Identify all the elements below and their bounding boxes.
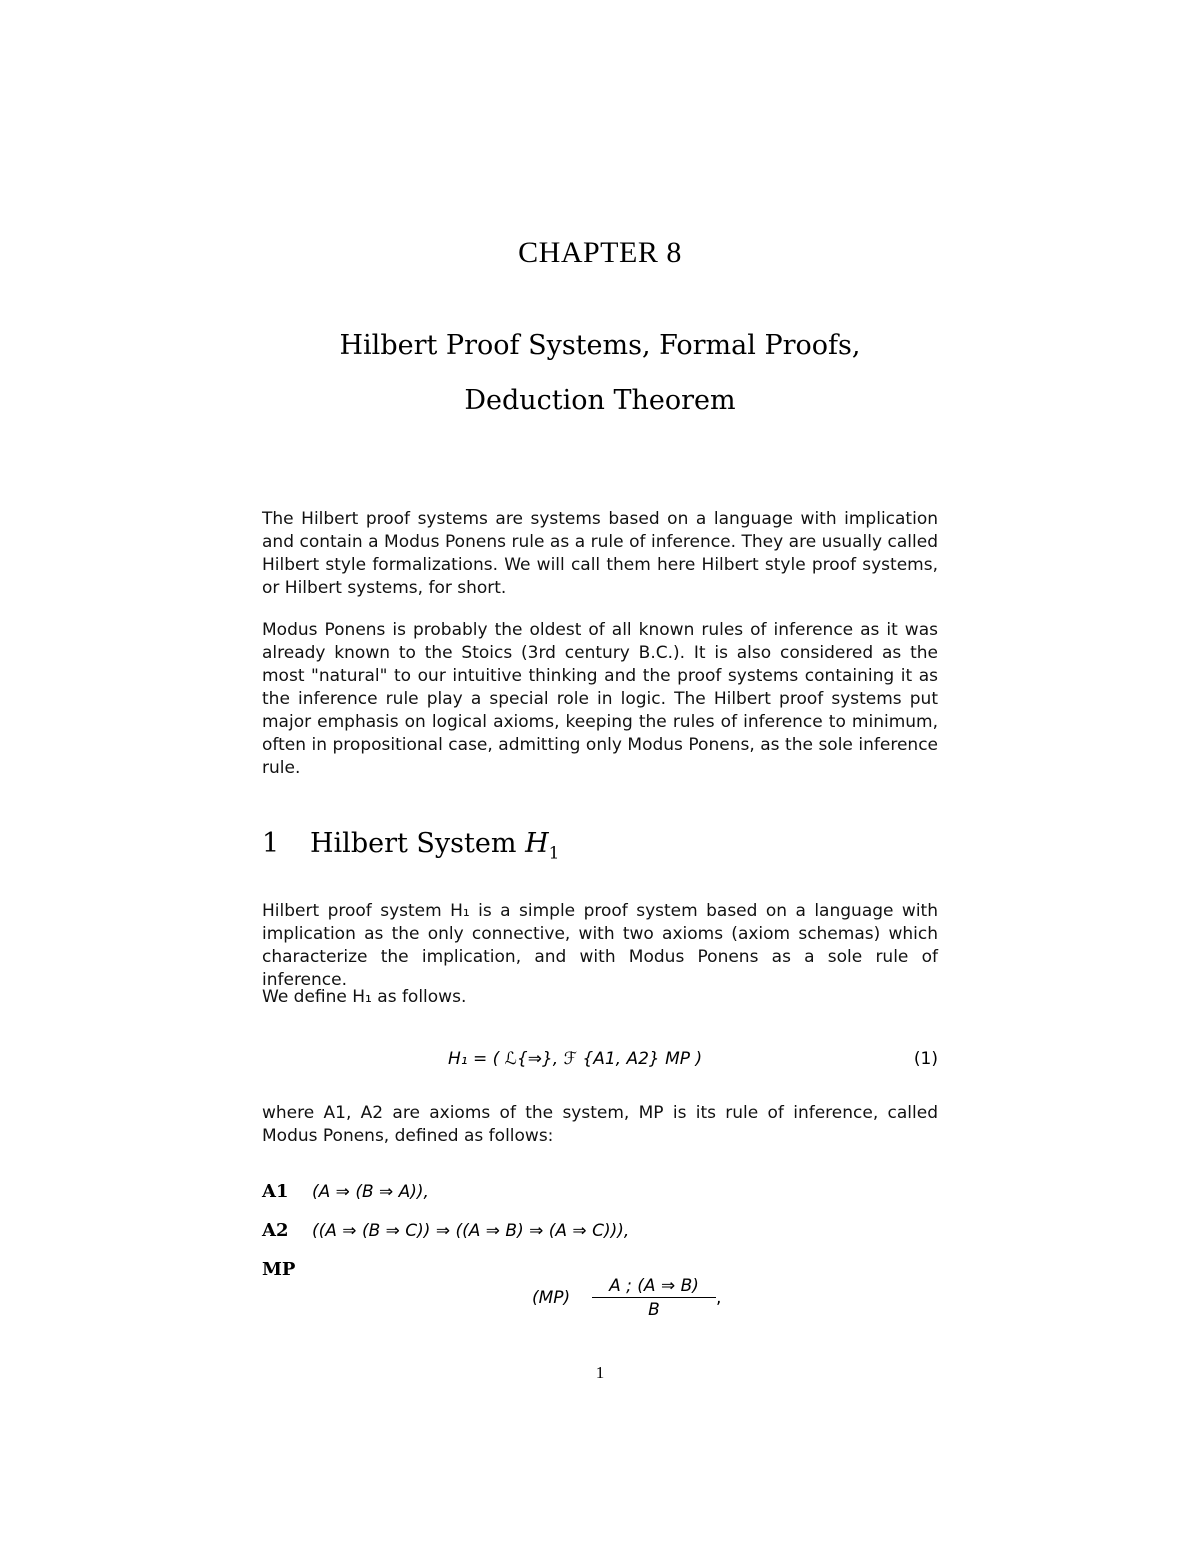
section-number: 1 [262, 828, 280, 859]
section-heading [262, 828, 559, 863]
rule-premises: A ; (A ⇒ B) [592, 1276, 716, 1298]
equation-1 [262, 1049, 938, 1077]
rule-trailing-comma: , [716, 1288, 722, 1308]
axiom-formula: ((A ⇒ (B ⇒ C)) ⇒ ((A ⇒ B) ⇒ (A ⇒ C))), [312, 1221, 630, 1241]
section-paragraph-1: Hilbert proof system H₁ is a simple proof system based on a language with implication as the only connective, with two axioms (axiom schemas) which characterize the implication, and with Modus Ponens as a sole rule of inference. [262, 901, 938, 990]
intro-paragraph-2: Modus Ponens is probably the oldest of all known rules of inference as it was already known to the Stoics (3rd century B.C.). It is also considered as the most "natural" to our intuitive thinking and the proof systems containing it as the inference rule play a special role in logic. The Hilbert proof systems put major emphasis on logical axioms, keeping the rules of inference to minimum, often in propositional case, admitting only Modus Ponens, as the sole inference rule. [262, 620, 938, 778]
rule-conclusion: B [648, 1300, 660, 1320]
rule-name: (MP) [532, 1288, 571, 1308]
section-symbol-subscript: 1 [548, 843, 560, 864]
axiom-label: A2 [262, 1220, 289, 1241]
rule-label: MP [262, 1259, 296, 1280]
rule-fraction [592, 1276, 716, 1320]
page-number: 1 [595, 1363, 605, 1382]
equation-formula: H₁ = ( ℒ{⇒}, ℱ {A1, A2} MP ) [448, 1049, 703, 1069]
section-title: Hilbert System [310, 828, 517, 859]
axiom-a2 [262, 1220, 629, 1241]
rule-mp-label-row [262, 1259, 312, 1280]
chapter-title-line-1: Hilbert Proof Systems, Formal Proofs, [339, 330, 861, 361]
section-paragraph-2: We define H₁ as follows. [262, 987, 467, 1007]
intro-paragraph-1: The Hilbert proof systems are systems based on a language with implication and contain a Modus Ponens rule as a rule of inference. They are usually called Hilbert style formalizations. We will call them here Hilbert style proof systems, or Hilbert systems, for short. [262, 509, 938, 598]
axiom-a1 [262, 1181, 429, 1202]
section-symbol: H [525, 828, 549, 859]
axiom-formula: (A ⇒ (B ⇒ A)), [312, 1182, 429, 1202]
equation-number: (1) [913, 1049, 938, 1069]
section-paragraph-3: where A1, A2 are axioms of the system, MP is its rule of inference, called Modus Ponens, defined as follows: [262, 1103, 938, 1146]
axiom-label: A1 [262, 1181, 289, 1202]
chapter-heading: CHAPTER 8 [518, 236, 682, 269]
chapter-title-line-2: Deduction Theorem [464, 385, 736, 416]
